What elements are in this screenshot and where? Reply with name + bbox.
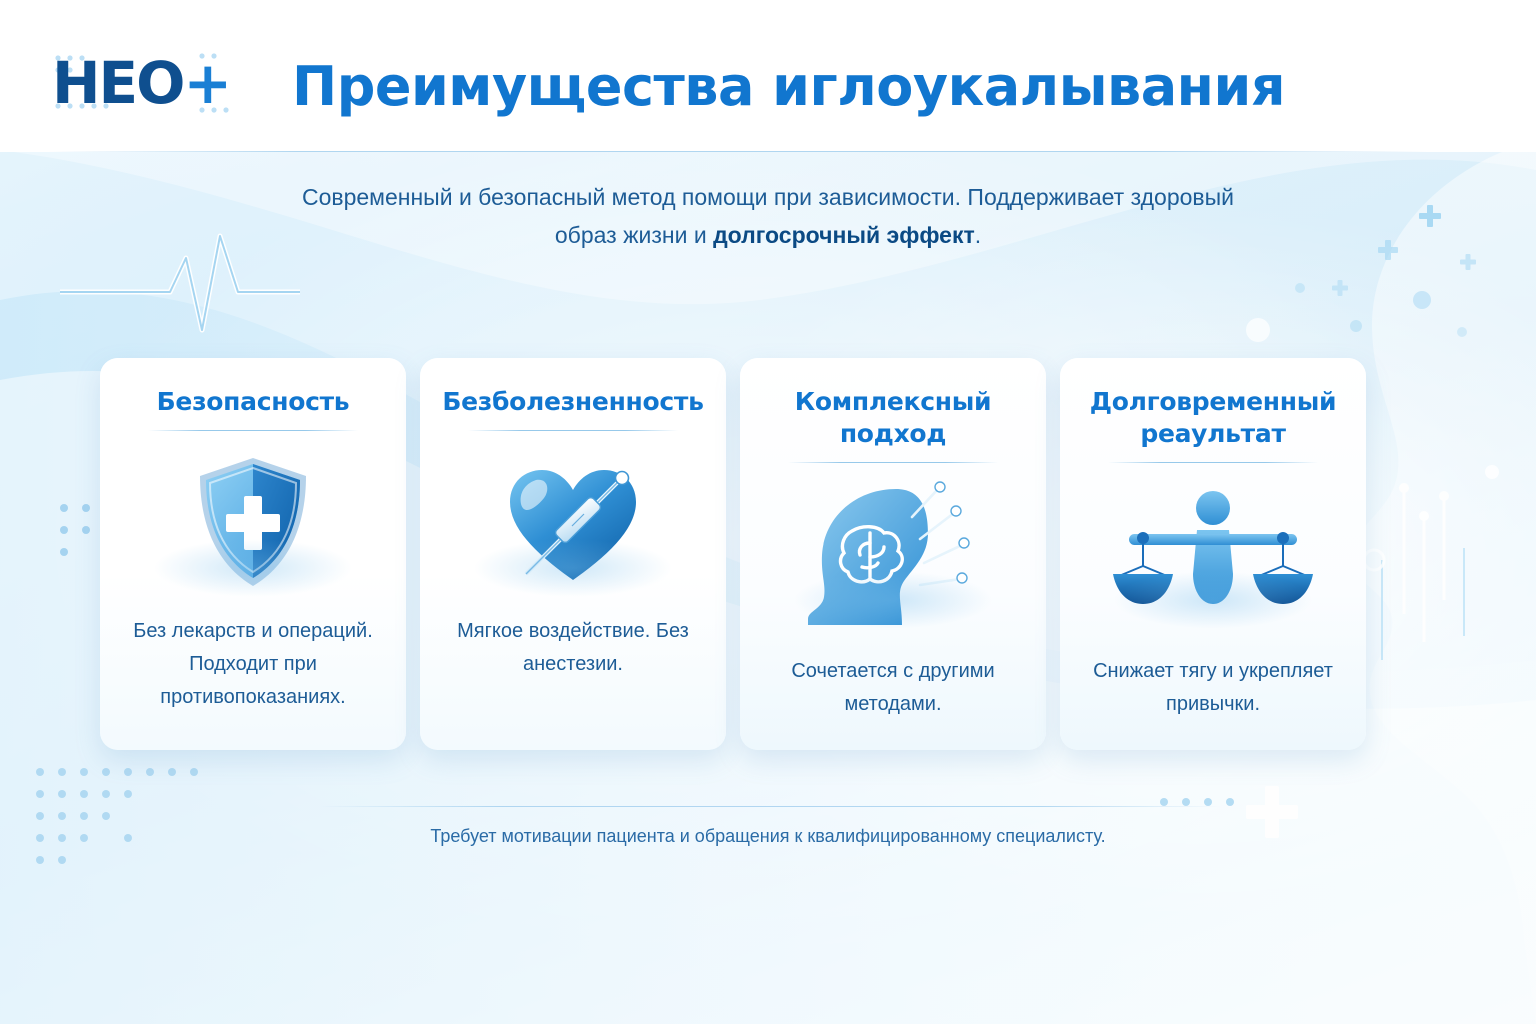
card-complex-approach[interactable]	[740, 358, 1046, 750]
header-divider	[48, 151, 1428, 152]
subtitle-part1: Современный и безопасный метод помощи при зависимости. Поддерживает здоровый образ жизни и	[301, 184, 1235, 248]
card-painless-title: Безболезненность	[442, 387, 704, 416]
card-safety-icon-wrap	[118, 431, 388, 611]
neo-plus-logo	[52, 48, 252, 118]
card-complex-approach-text: Сочетается с другими методами.	[791, 660, 995, 715]
footnote-divider	[320, 806, 1220, 807]
card-long-term-result-icon-wrap	[1078, 463, 1348, 643]
subtitle-part2: .	[974, 222, 982, 248]
card-long-term-result-title: Долговременный реаультат	[1089, 387, 1337, 448]
card-painless-icon-wrap	[438, 431, 708, 611]
card-safety-text: Без лекарств и операций. Подходит при противопоказаниях.	[133, 620, 373, 708]
page-title: Преимущества иглоукалывания	[292, 55, 1285, 118]
card-painless[interactable]	[420, 358, 726, 750]
subtitle-highlight: долгосрочный эффект	[713, 222, 975, 248]
card-painless-text: Мягкое воздействие. Без анестезии.	[457, 620, 689, 675]
card-safety[interactable]	[100, 358, 406, 750]
footnote: Требует мотивации пациента и обращения к квалифицированному специалисту.	[430, 826, 1106, 846]
benefit-cards	[100, 358, 1440, 750]
card-safety-title: Безопасность	[156, 387, 350, 416]
logo-plus-icon: +	[183, 49, 231, 117]
card-complex-approach-icon-wrap	[758, 463, 1028, 643]
subtitle	[268, 178, 1268, 254]
card-long-term-result-text: Снижает тягу и укрепляет привычки.	[1093, 660, 1333, 715]
logo-wordmark: HEO	[52, 49, 184, 117]
card-long-term-result[interactable]	[1060, 358, 1366, 750]
card-complex-approach-title: Комплексный подход	[794, 387, 992, 448]
